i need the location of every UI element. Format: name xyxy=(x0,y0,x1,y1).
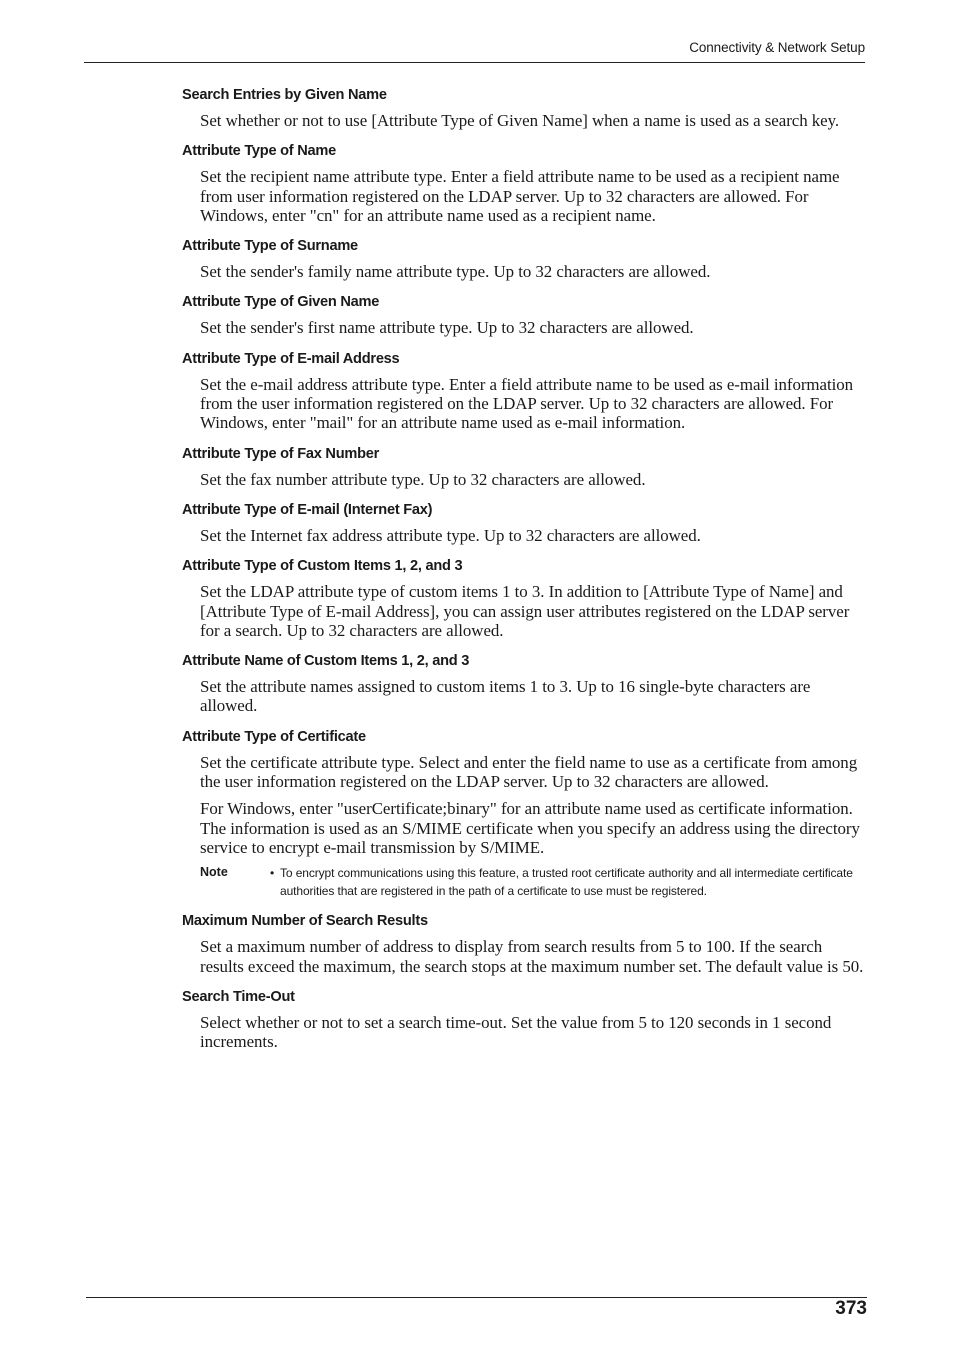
section-heading: Attribute Type of Surname xyxy=(182,238,358,255)
section-paragraph: Set the sender's first name attribute type. Up to 32 characters are allowed. xyxy=(200,318,694,338)
section-paragraph: Set whether or not to use [Attribute Type of Given Name] when a name is used as a search key. xyxy=(200,111,840,130)
section-heading: Attribute Type of E-mail (Internet Fax) xyxy=(182,501,433,518)
bullet-icon: • xyxy=(270,866,275,881)
section-paragraph: Set a maximum number of address to display from search results from 5 to 100. If the search results exceed the maximum, the search stops at the maximum number set. The default value is 50. xyxy=(200,937,864,976)
section-attribute-name-of-custom-items xyxy=(182,651,868,716)
note-box xyxy=(200,864,868,900)
section-paragraph: Set the sender's family name attribute type. Up to 32 characters are allowed. xyxy=(200,262,711,282)
section-paragraph: Set the Internet fax address attribute type. Up to 32 characters are allowed. xyxy=(200,525,701,545)
note-body xyxy=(270,864,868,900)
section-heading: Attribute Type of Custom Items 1, 2, and 3 xyxy=(182,558,463,575)
section-search-time-out xyxy=(182,987,868,1052)
section-attribute-type-of-surname xyxy=(182,236,868,281)
section-heading: Attribute Type of Name xyxy=(182,143,336,160)
section-attribute-type-of-custom-items xyxy=(182,556,868,640)
section-heading: Maximum Number of Search Results xyxy=(182,913,428,930)
section-heading: Attribute Type of Fax Number xyxy=(182,445,380,462)
section-attribute-type-of-name xyxy=(182,141,868,225)
note-text: To encrypt communications using this feature, a trusted root certificate authority and all intermediate certificate authorities that are registered in the path of a certificate to use must be registered. xyxy=(280,866,853,899)
section-paragraph: Set the LDAP attribute type of custom items 1 to 3. In addition to [Attribute Type of Name] and [Attribute Type of E-mail Address], you can assign user attributes registered on the LDAP server for a search. Up to 32 characters are allowed. xyxy=(200,582,850,640)
section-search-entries-by-given-name xyxy=(182,85,868,130)
page-body xyxy=(182,85,868,1059)
section-paragraph: Set the recipient name attribute type. Enter a field attribute name to be used as a recipient name from user information registered on the LDAP server. Up to 32 characters are allowed. For Windows, enter "cn" for an attribute name used as a recipient name. xyxy=(200,167,840,225)
footer-divider xyxy=(86,1297,867,1298)
section-paragraph: Select whether or not to set a search time-out. Set the value from 5 to 120 seconds in 1 second increments. xyxy=(200,1012,832,1052)
header-divider xyxy=(84,62,865,63)
section-attribute-type-of-email-address xyxy=(182,349,868,433)
section-paragraph: Set the attribute names assigned to custom items 1 to 3. Up to 16 single-byte characters are allowed. xyxy=(200,677,811,716)
running-header: Connectivity & Network Setup xyxy=(689,40,865,55)
page-number: 373 xyxy=(835,1298,867,1319)
section-heading: Attribute Type of E-mail Address xyxy=(182,350,400,367)
section-attribute-type-of-given-name xyxy=(182,292,868,337)
section-attribute-type-of-fax-number xyxy=(182,444,868,489)
section-paragraph: Set the fax number attribute type. Up to 32 characters are allowed. xyxy=(200,469,646,489)
section-heading: Attribute Type of Given Name xyxy=(182,294,380,311)
section-paragraph: For Windows, enter "userCertificate;binary" for an attribute name used as certificate information. The information is used as an S/MIME certificate when you specify an address using the directory service to encrypt e-mail transmission by S/MIME. xyxy=(200,799,860,857)
note-label: Note xyxy=(200,865,228,880)
section-heading: Attribute Type of Certificate xyxy=(182,728,366,745)
section-maximum-number-of-search-results xyxy=(182,911,868,976)
section-heading: Search Time-Out xyxy=(182,988,295,1005)
section-paragraph: Set the certificate attribute type. Select and enter the field name to use as a certificate from among the user information registered on the LDAP server. Up to 32 characters are allowed. xyxy=(200,752,858,792)
section-attribute-type-of-email-internet-fax xyxy=(182,500,868,545)
section-heading: Search Entries by Given Name xyxy=(182,87,387,103)
section-paragraph: Set the e-mail address attribute type. Enter a field attribute name to be used as e-mail information from the user information registered on the LDAP server. Up to 32 characters are allowed. For Windows, enter "mail" for an attribute name used as e-mail information. xyxy=(200,374,854,433)
section-heading: Attribute Name of Custom Items 1, 2, and 3 xyxy=(182,653,470,670)
section-attribute-type-of-certificate xyxy=(182,727,868,900)
